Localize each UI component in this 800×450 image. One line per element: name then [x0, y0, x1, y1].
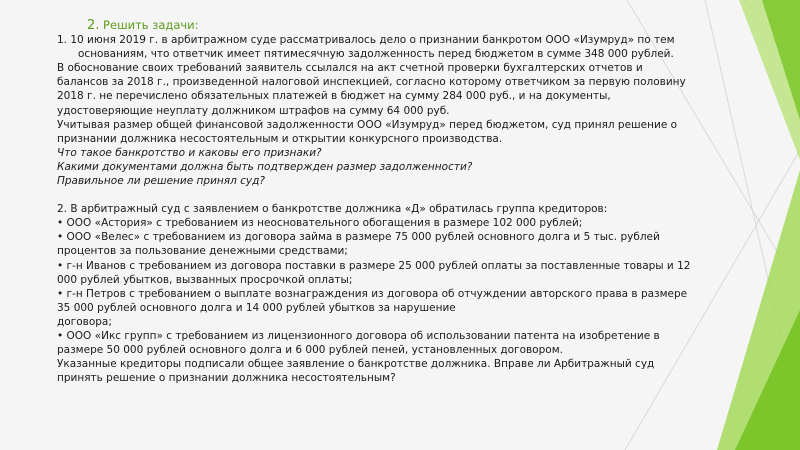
task2-bullet-1: • ООО «Астория» с требованием из неосновательного обогащения в размере 102 000 рублей;	[57, 217, 583, 230]
task2-bullet-2: • ООО «Велес» с требованием из договора займа в размере 75 000 рублей основного долга и 5 тыс. рублей процентов за пользование денежными средствами;	[57, 231, 660, 258]
task1-paragraph-3: Учитывая размер общей финансовой задолженности ООО «Изумруд» перед бюджетом, суд принял решение о признании должника несостоятельным и открытии конкурсного производства.	[57, 118, 678, 145]
task2-bullet-4-end: договора;	[57, 315, 112, 328]
task1-question-1: Что такое банкротство и каковы его признаки?	[57, 146, 322, 159]
task1-question-2: Какими документами должна быть подтвержден размер задолженности?	[57, 160, 473, 173]
task2-bullet-5: • ООО «Икс групп» с требованием из лицензионного договора об использовании патента на изобретение в размере 50 000 рублей основного долга и 6 000 рублей пеней, установленных договором.	[57, 329, 660, 357]
task1-line1: 1. 10 июня 2019 г. в арбитражном суде рассматривалось дело о признании банкротом ООО «Изумруд» по тем основаниям, что ответчик имеет пятимесячную задолженность перед бюджетом в сумме 348 000 рублей.	[57, 34, 675, 61]
task2-final-paragraph: Указанные кредиторы подписали общее заявление о банкротстве должника. Вправе ли Арбитражный суд принять решение о признании должника несостоятельным?	[57, 358, 655, 385]
task2-bullet-3: • г-н Иванов с требованием из договора поставки в размере 25 000 рублей оплаты за поставленные товары и 12 000 рублей убытков, вызванных просрочкой оплаты;	[57, 259, 691, 286]
heading-number: 2.	[87, 18, 100, 33]
slide-heading	[57, 18, 697, 33]
task2-bullet-4: • г-н Петров с требованием о выплате вознаграждения из договора об отчуждении авторского права в размере 35 000 рублей основного долга и 14 000 рублей убытков за нарушение	[57, 287, 688, 314]
slide-content	[57, 18, 697, 385]
task1-paragraph-2: В обоснование своих требований заявитель ссылался на акт счетной проверки бухгалтерских отчетов и балансов за 2018 г., произведенной налоговой инспекцией, согласно которому ответчиком за первую половину 2018 г. не перечислено обязательных платежей в бюджет на сумму 284 000 руб., и на документы, удостоверяющие неуплату должником штрафов на сумму 64 000 руб.	[57, 62, 686, 117]
task2-intro: 2. В арбитражный суд с заявлением о банкротстве должника «Д» обратилась группа кредиторов:	[57, 203, 608, 216]
task1-question-3: Правильное ли решение принял суд?	[57, 175, 265, 188]
spacer	[57, 188, 697, 202]
heading-text: Решить задачи:	[99, 18, 199, 32]
